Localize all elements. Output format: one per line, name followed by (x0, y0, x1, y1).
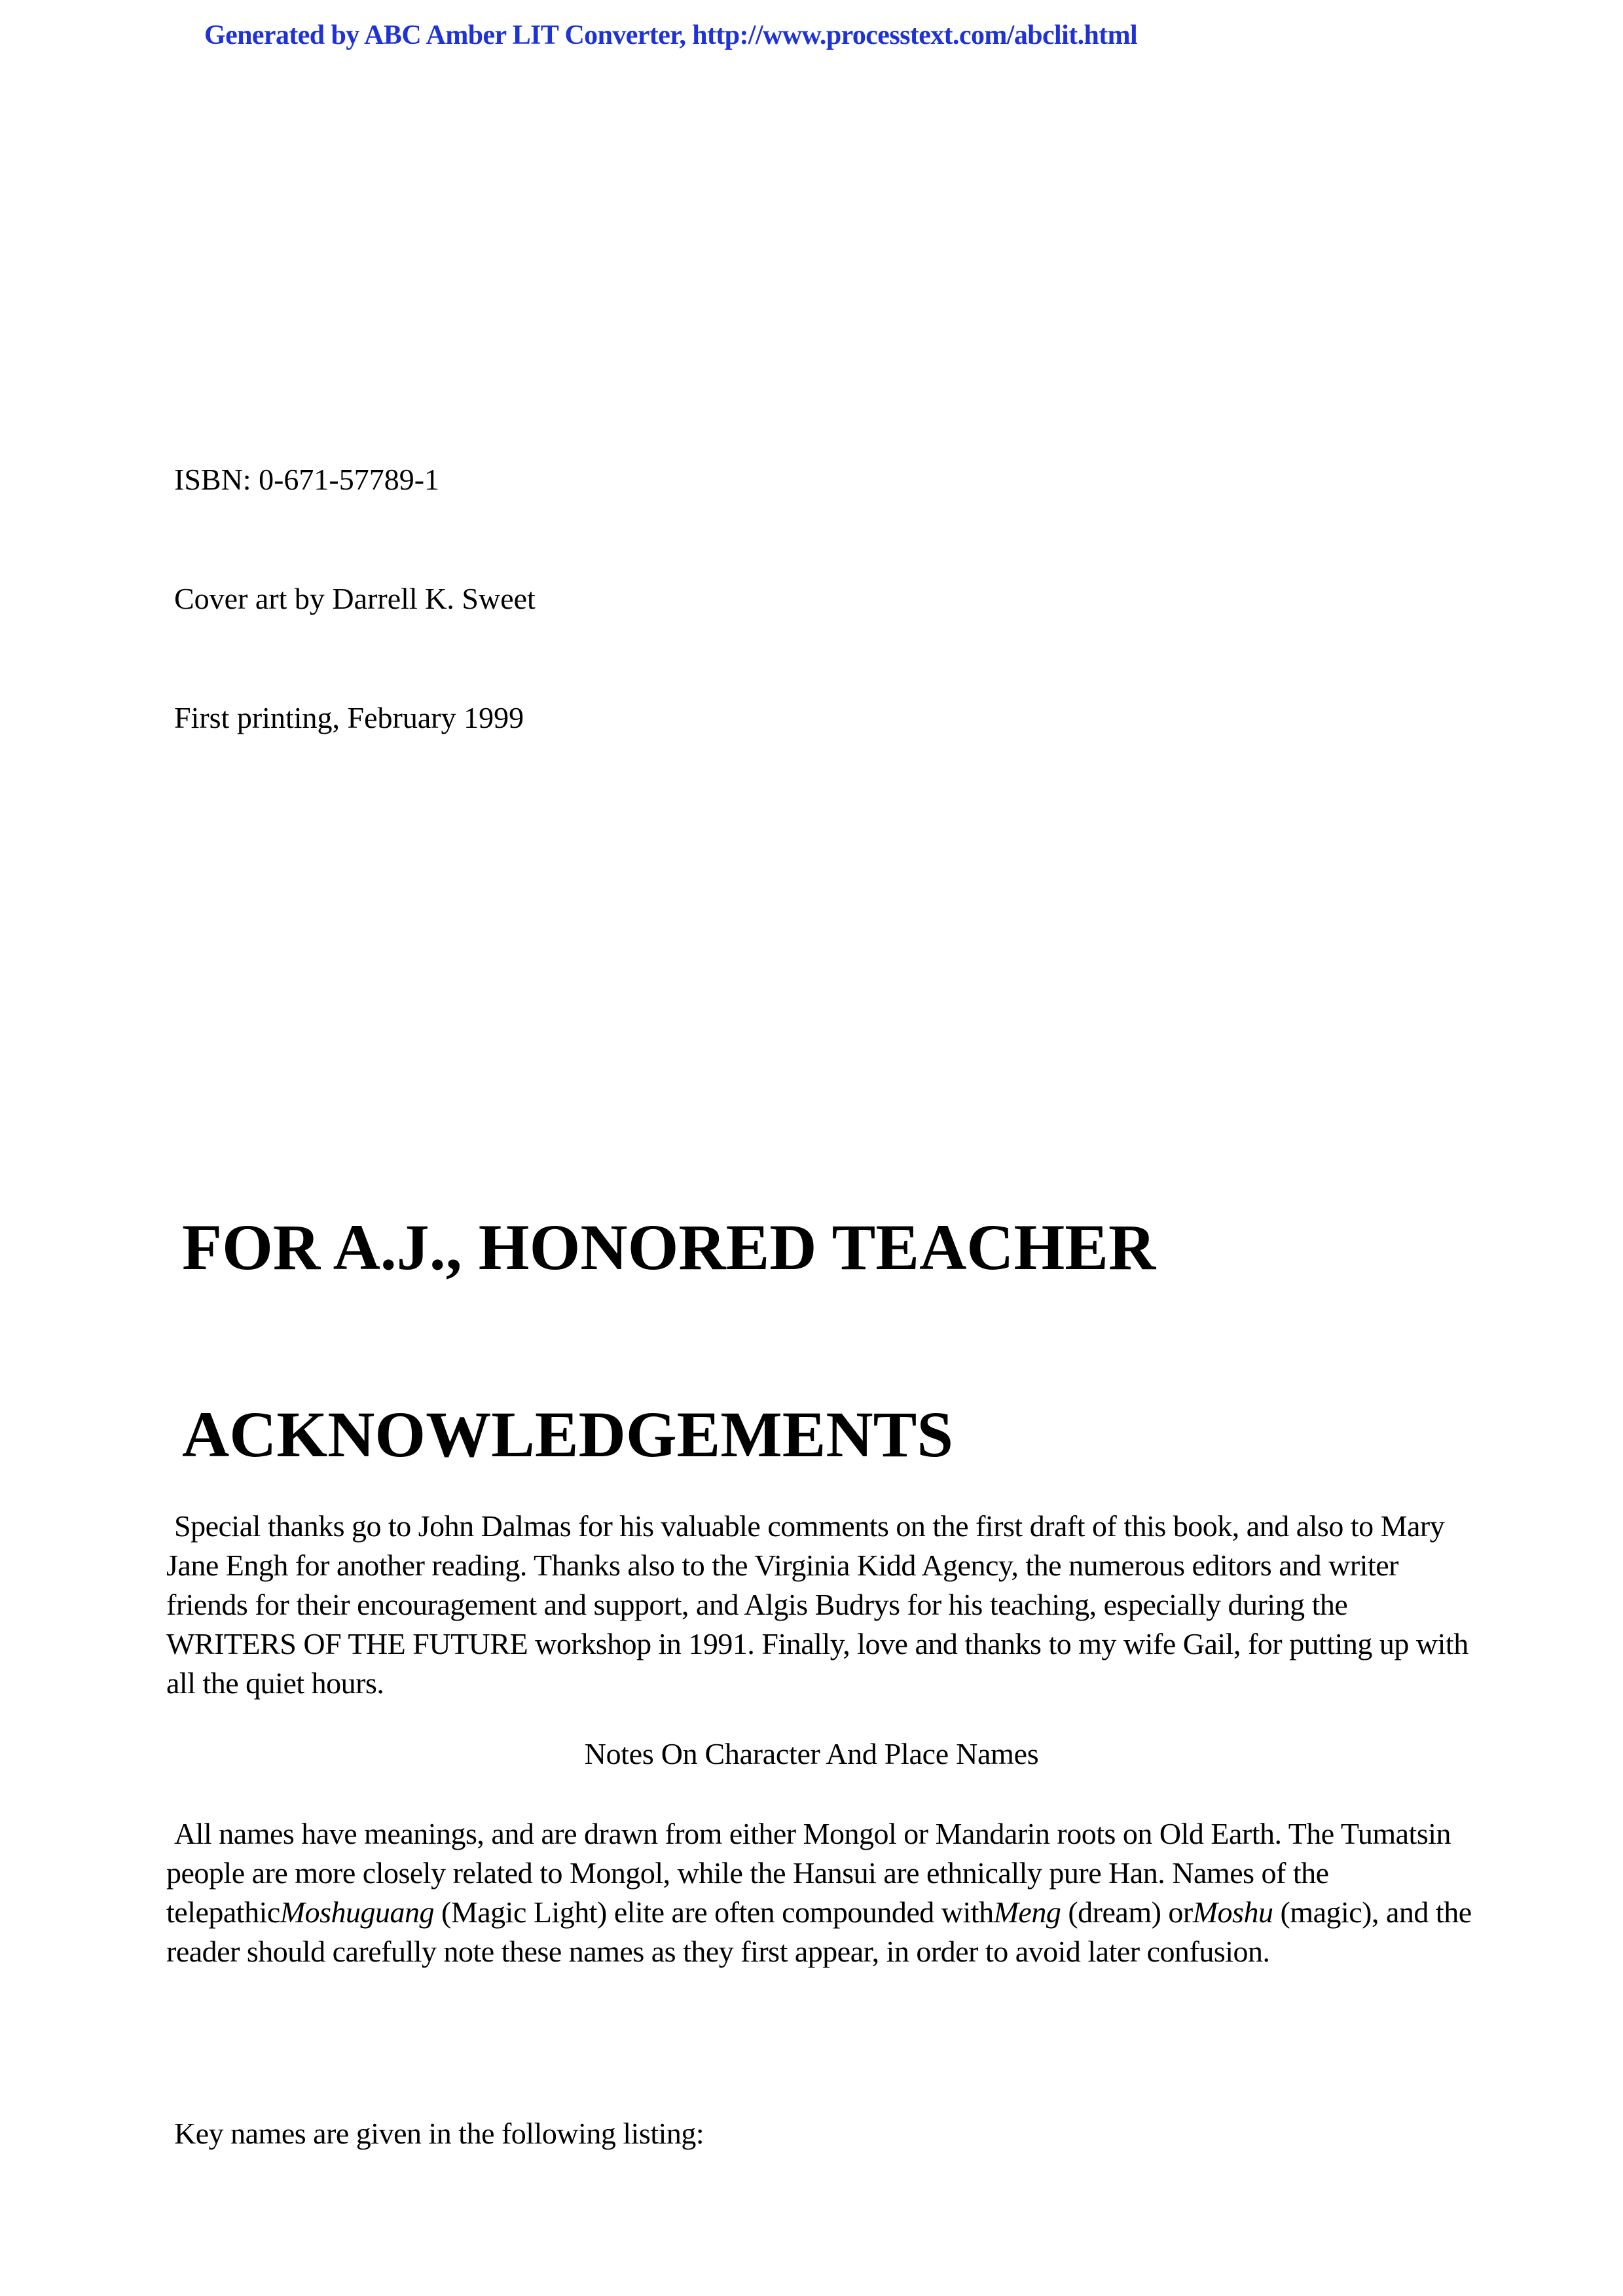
acknowledgements-paragraph: Special thanks go to John Dalmas for his valuable comments on the first draft of this book, and also to Mary Jane Engh for another reading. Thanks also to the Virginia Kidd Agency, the numerous editors and writer friends for their encouragement and support, and Algis Budrys for his teaching, especially during the WRITERS OF THE FUTURE workshop in 1991. Finally, love and thanks to my wife Gail, for putting up with all the quiet hours. (166, 1509, 1468, 1700)
names-text-1: All names have meanings, and are drawn from either Mongol or Mandarin roots on Old Earth. The Tumatsin people are more closely related to Mongol, while the Hansui are ethnically pure Han. Names of the telepathic (166, 1817, 1451, 1929)
converter-link[interactable]: Generated by ABC Amber LIT Converter, http://www.processtext.com/abclit.html (204, 20, 1138, 50)
key-names-intro: Key names are given in the following listing: (174, 2117, 704, 2150)
cover-art-credit: Cover art by Darrell K. Sweet (174, 582, 536, 615)
names-text-4: (magic), and the reader should carefully note these names as they first appear, in order to avoid later confusion. (166, 1895, 1472, 1968)
term-meng: Meng (993, 1895, 1061, 1929)
term-moshuguang: Moshuguang (280, 1895, 435, 1929)
names-text-2: (Magic Light) elite are often compounded with (434, 1895, 994, 1929)
isbn-line: ISBN: 0-671-57789-1 (174, 463, 440, 496)
term-moshu: Moshu (1192, 1895, 1273, 1929)
printing-line: First printing, February 1999 (174, 701, 524, 734)
notes-title: Notes On Character And Place Names (584, 1737, 1039, 1770)
names-text-3: (dream) or (1061, 1895, 1193, 1929)
names-paragraph (166, 1814, 1476, 1971)
acknowledgements-heading: ACKNOWLEDGEMENTS (182, 1398, 953, 1471)
dedication-heading: FOR A.J., HONORED TEACHER (182, 1211, 1156, 1283)
